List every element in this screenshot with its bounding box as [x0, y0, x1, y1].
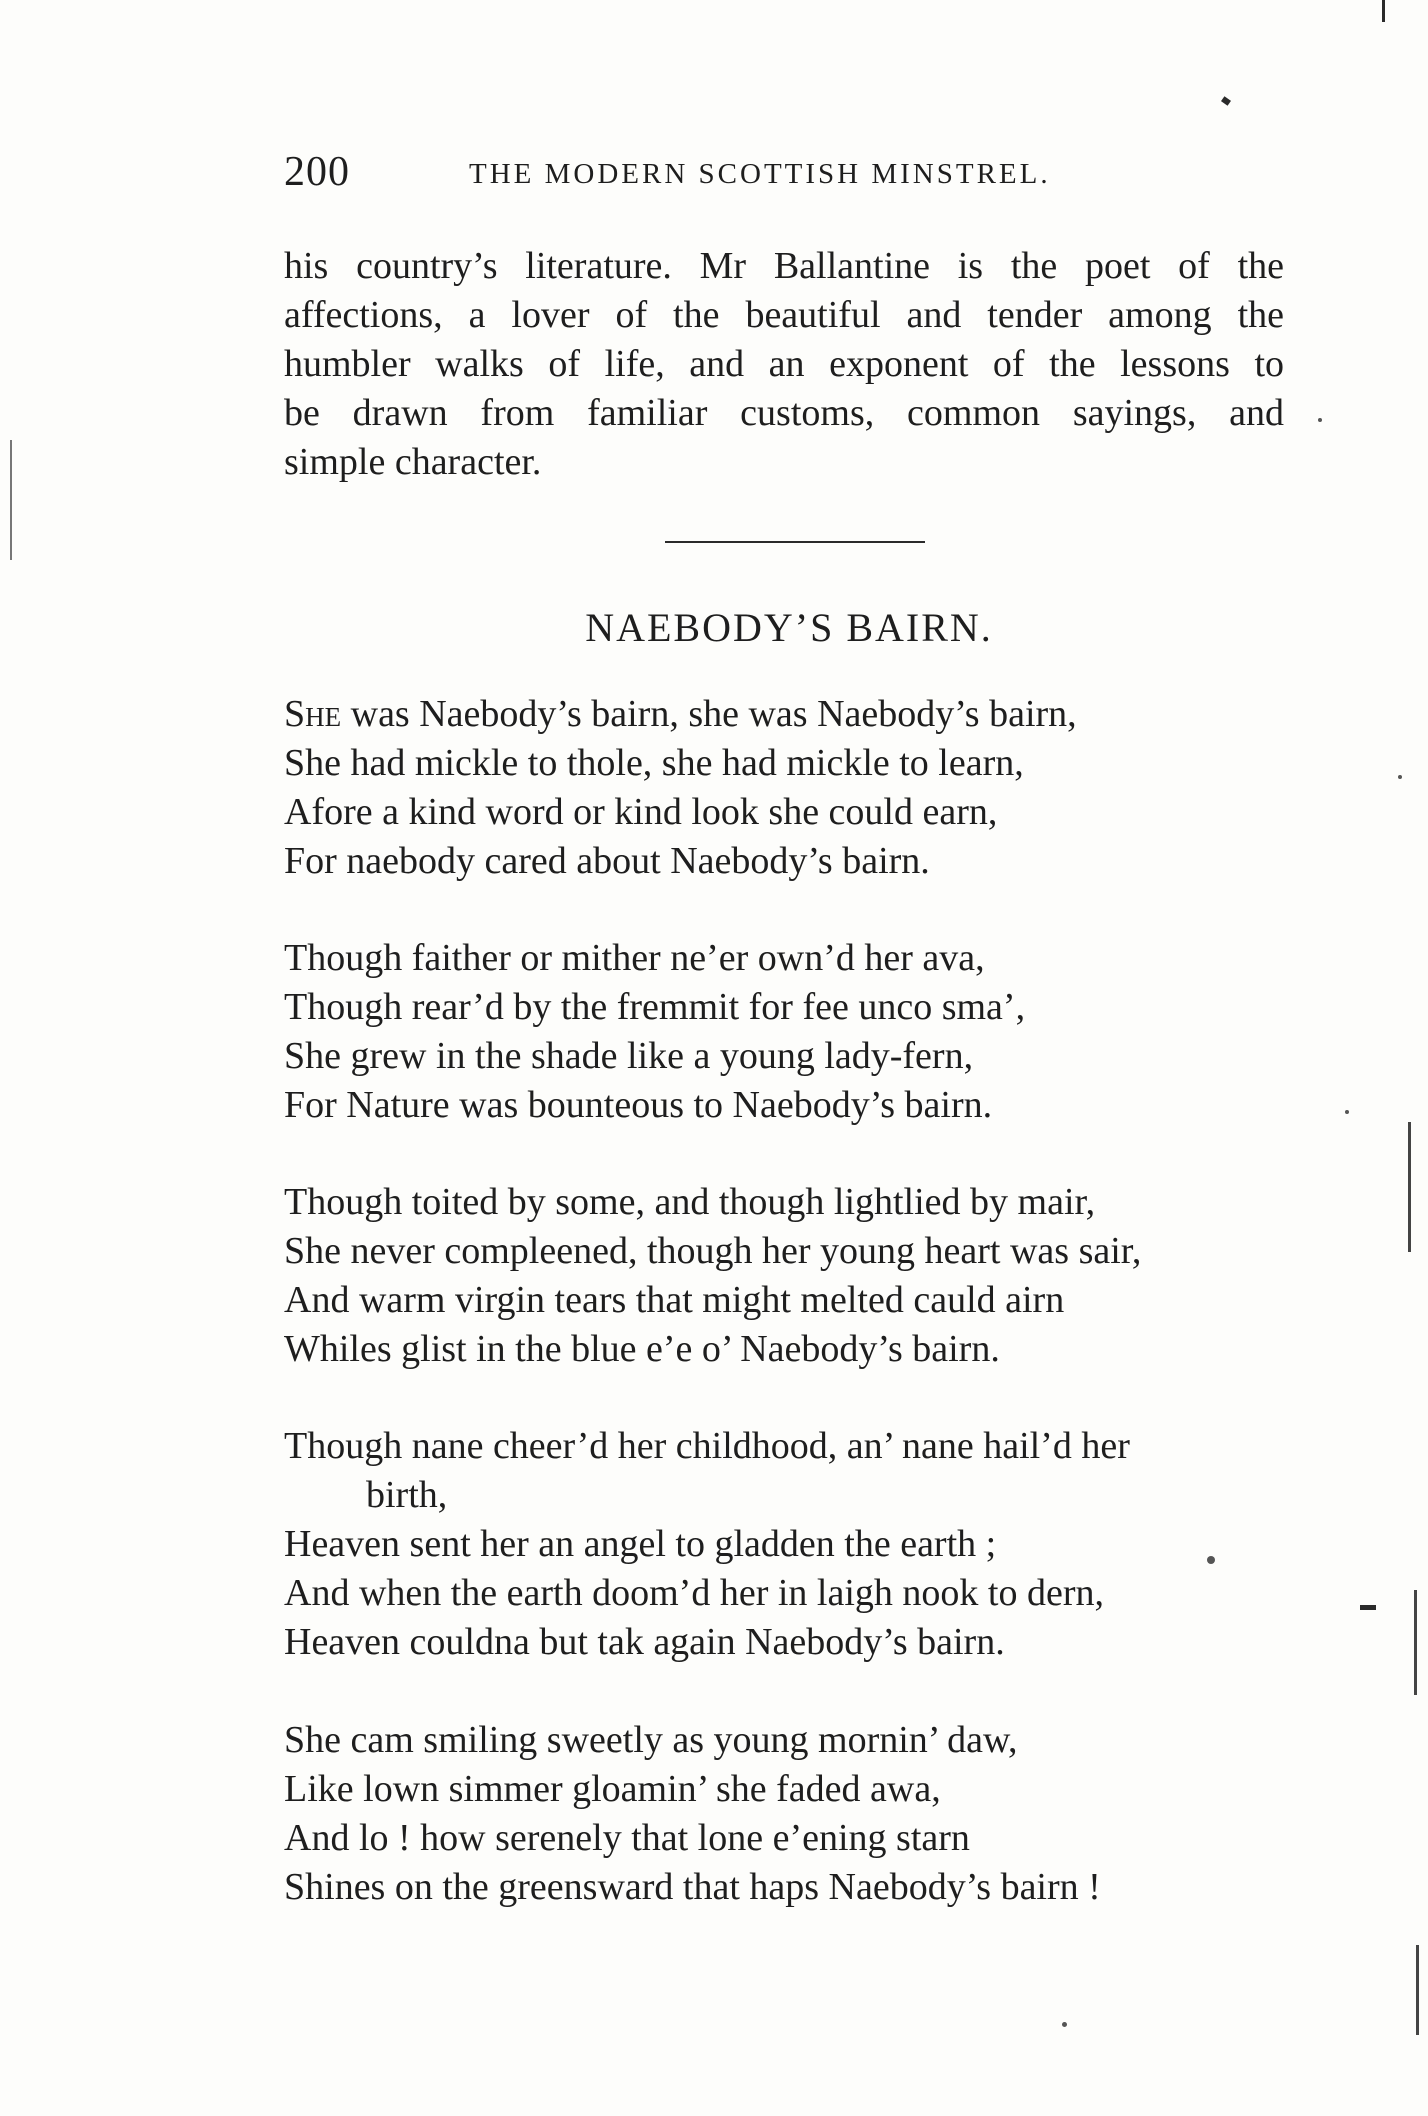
verse-text: was Naebody’s bairn, she was Naebody’s bairn, — [341, 693, 1077, 735]
stanza-1 — [284, 690, 1304, 886]
verse-line: Like lown simmer gloamin’ she faded awa, — [284, 1768, 941, 1810]
stanza-4 — [284, 1422, 1304, 1667]
verse-line: She had mickle to thole, she had mickle to learn, — [284, 742, 1024, 784]
stanza-2 — [284, 934, 1304, 1130]
stanza-5 — [284, 1716, 1304, 1912]
intro-line: humbler walks of life, and an exponent of the lessons to — [284, 343, 1284, 385]
scan-speck — [1207, 1556, 1215, 1564]
verse-line: Though faither or mither ne’er own’d her ava, — [284, 937, 985, 979]
drop-word: She — [284, 693, 342, 735]
scan-mark — [1416, 1945, 1419, 2035]
scan-speck — [1318, 418, 1322, 422]
scan-speck — [1062, 2022, 1067, 2027]
verse-line: She grew in the shade like a young lady-fern, — [284, 1035, 974, 1077]
verse-line: Whiles glist in the blue e’e o’ Naebody’s bairn. — [284, 1328, 1000, 1370]
verse-line: And warm virgin tears that might melted cauld airn — [284, 1279, 1065, 1321]
scan-mark — [1382, 0, 1385, 22]
verse-line — [284, 690, 1304, 739]
verse-line: Heaven sent her an angel to gladden the earth ; — [284, 1523, 997, 1565]
verse-line: Though rear’d by the fremmit for fee unco sma’, — [284, 986, 1026, 1028]
scan-mark — [1360, 1605, 1376, 1610]
running-head — [284, 148, 1294, 198]
intro-line: simple character. — [284, 441, 542, 483]
running-title: THE MODERN SCOTTISH MINSTREL. — [469, 158, 1051, 190]
verse-line: And lo ! how serenely that lone e’ening starn — [284, 1817, 970, 1859]
intro-paragraph — [284, 242, 1284, 487]
scan-mark — [1414, 1590, 1417, 1695]
verse-line: Though nane cheer’d her childhood, an’ nane hail’d her — [284, 1425, 1130, 1467]
intro-line: affections, a lover of the beautiful and tender among the — [284, 294, 1284, 336]
verse-line: She cam smiling sweetly as young mornin’ daw, — [284, 1719, 1018, 1761]
scan-mark — [1221, 96, 1231, 106]
verse-line: Shines on the greensward that haps Naebody’s bairn ! — [284, 1866, 1101, 1908]
scan-mark — [10, 440, 12, 560]
verse-line: Though toited by some, and though lightlied by mair, — [284, 1181, 1096, 1223]
poem-title: NAEBODY’S BAIRN. — [585, 605, 993, 650]
section-divider — [665, 541, 925, 543]
intro-line: his country’s literature. Mr Ballantine is the poet of the — [284, 245, 1284, 287]
scan-mark — [1408, 1122, 1411, 1252]
verse-line: Afore a kind word or kind look she could earn, — [284, 791, 998, 833]
intro-line: be drawn from familiar customs, common sayings, and — [284, 392, 1284, 434]
page-number: 200 — [284, 149, 350, 195]
verse-line: She never compleened, though her young heart was sair, — [284, 1230, 1142, 1272]
scan-speck — [1345, 1110, 1349, 1114]
verse-line: And when the earth doom’d her in laigh nook to dern, — [284, 1572, 1104, 1614]
verse-line-continuation: birth, — [366, 1474, 448, 1516]
stanza-3 — [284, 1178, 1304, 1374]
verse-line: Heaven couldna but tak again Naebody’s bairn. — [284, 1621, 1005, 1663]
scan-speck — [1398, 775, 1402, 779]
verse-line: For Nature was bounteous to Naebody’s bairn. — [284, 1084, 993, 1126]
verse-line: For naebody cared about Naebody’s bairn. — [284, 840, 930, 882]
